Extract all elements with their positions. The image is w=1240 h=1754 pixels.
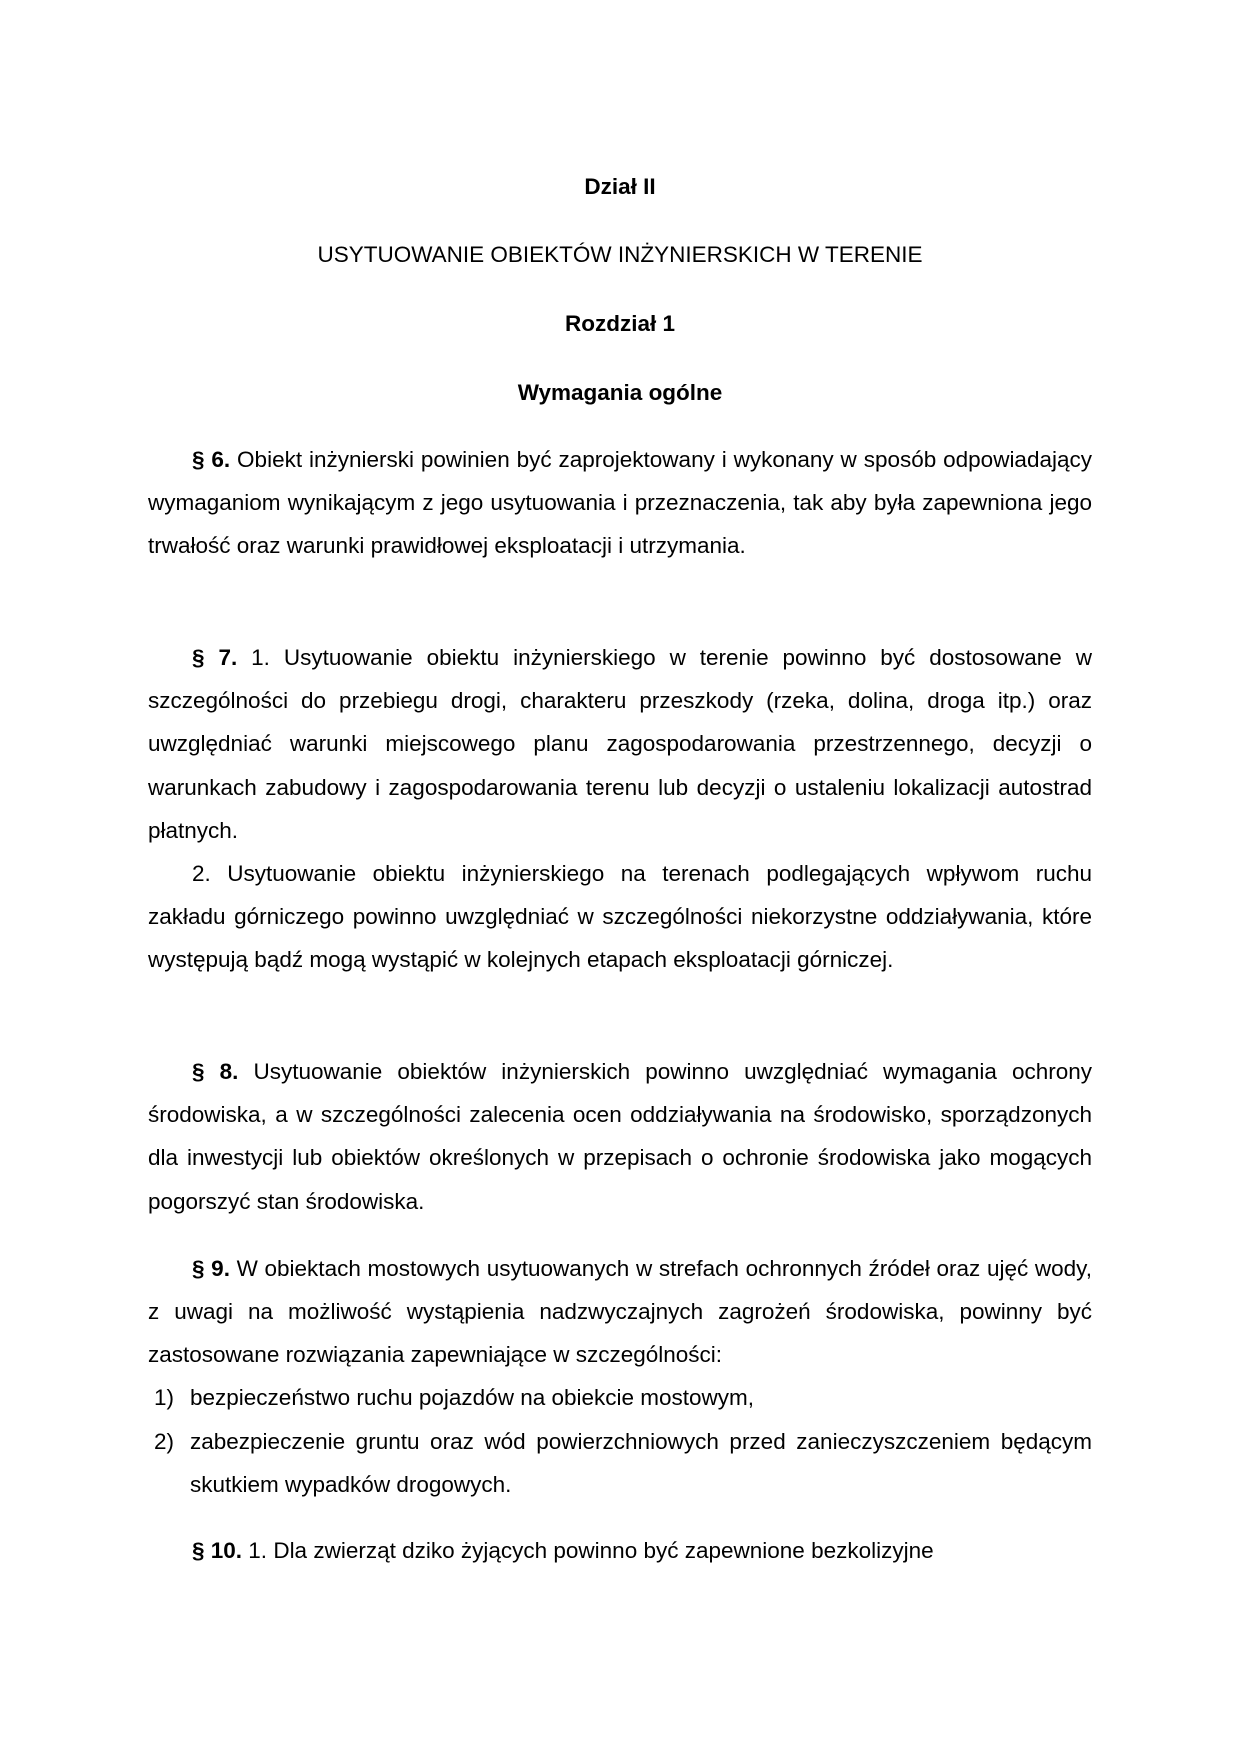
chapter-heading: Rozdział 1 [564, 311, 676, 336]
paragraph-number: § 7. [192, 645, 238, 670]
list-item-text: zabezpieczenie gruntu oraz wód powierzchniowych przed zanieczyszczeniem będącym skutkiem wypadków drogowych. [190, 1429, 1092, 1498]
paragraph-text: Usytuowanie obiektów inżynierskich powinno uwzględniać wymagania ochrony środowiska, a w szczególności zalecenia ocen oddziaływania na środowisko, sporządzonych dla inwestycji lub obiektów określonych w przepisach o ochronie środowiska jako mogących pogorszyć stan środowiska. [148, 1059, 1093, 1214]
paragraph-number: § 10. [192, 1538, 243, 1563]
paragraph-8 [148, 1050, 1092, 1223]
paragraph-number: § 8. [192, 1059, 239, 1084]
paragraph-text: 1. Dla zwierząt dziko żyjących powinno być zapewnione bezkolizyjne [242, 1538, 934, 1563]
paragraph-number: § 9. [192, 1256, 230, 1281]
paragraph-7-section-2 [148, 852, 1092, 982]
division-title: USYTUOWANIE OBIEKTÓW INŻYNIERSKICH W TERENIE [317, 242, 923, 267]
paragraph-text: W obiektach mostowych usytuowanych w strefach ochronnych źródeł oraz ujęć wody, z uwagi na możliwość wystąpienia nadzwyczajnych zagrożeń środowiska, powinny być zastosowane rozwiązania zapewniające w szczególności: [148, 1256, 1092, 1368]
chapter-title: Wymagania ogólne [517, 380, 723, 405]
list-item [148, 1376, 1092, 1419]
paragraph-6 [148, 438, 1092, 568]
list-item-number: 2) [154, 1429, 175, 1454]
division-heading: Dział II [584, 174, 656, 199]
paragraph-text: 2. Usytuowanie obiektu inżynierskiego na terenach podlegających wpływom ruchu zakładu górniczego powinno uwzględniać w szczególności niekorzystne oddziaływania, które występują bądź mogą wystąpić w kolejnych etapach eksploatacji górniczej. [148, 861, 1092, 973]
paragraph-7-section-1 [148, 636, 1092, 852]
paragraph-10 [148, 1529, 1092, 1572]
list-item-text: bezpieczeństwo ruchu pojazdów na obiekcie mostowym, [190, 1385, 755, 1410]
list-item [148, 1420, 1092, 1506]
paragraph-text: Obiekt inżynierski powinien być zaprojektowany i wykonany w sposób odpowiadający wymaganiom wynikającym z jego usytuowania i przeznaczenia, tak aby była zapewniona jego trwałość oraz warunki prawidłowej eksploatacji i utrzymania. [148, 447, 1092, 559]
paragraph-text: 1. Usytuowanie obiektu inżynierskiego w terenie powinno być dostosowane w szczególności do przebiegu drogi, charakteru przeszkody (rzeka, dolina, droga itp.) oraz uwzględniać warunki miejscowego planu zagospodarowania przestrzennego, decyzji o warunkach zabudowy i zagospodarowania terenu lub decyzji o ustaleniu lokalizacji autostrad płatnych. [148, 645, 1092, 843]
list-item-number: 1) [154, 1385, 175, 1410]
paragraph-9 [148, 1247, 1092, 1377]
paragraph-number: § 6. [192, 447, 231, 472]
